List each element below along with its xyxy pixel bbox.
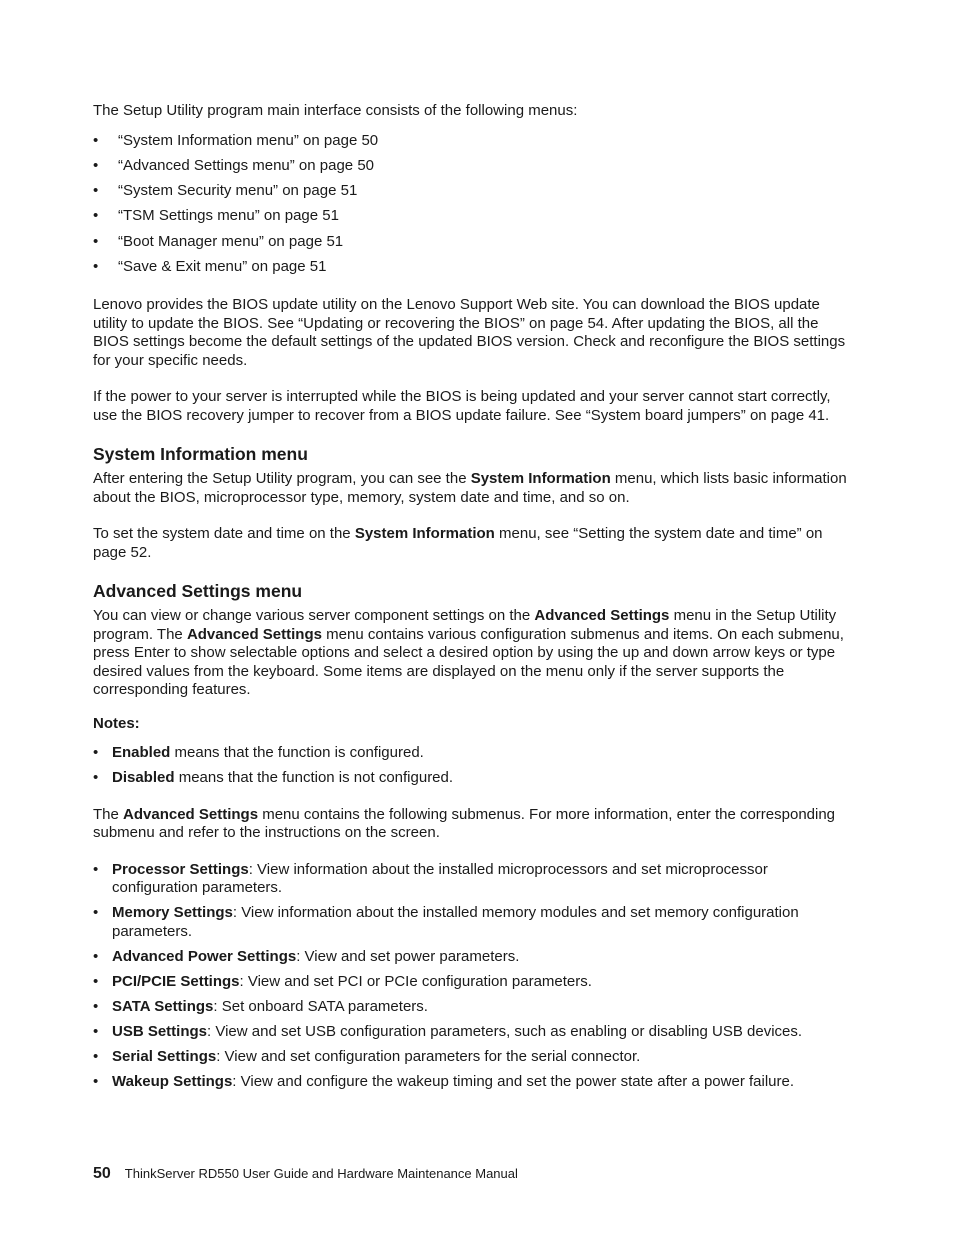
list-item	[93, 1023, 853, 1042]
text-run: : View information about the installed memory modules and set memory configuration parameters.	[112, 904, 799, 940]
document-title: ThinkServer RD550 User Guide and Hardware Maintenance Manual	[124, 1166, 518, 1181]
bold-term: Serial Settings	[112, 1047, 217, 1065]
section-heading-advanced-settings: Advanced Settings menu	[93, 581, 303, 602]
system-date-paragraph	[93, 525, 853, 562]
list-item[interactable]: • “Advanced Settings menu” on page 50	[93, 157, 853, 176]
bios-recovery-paragraph: If the power to your server is interrupted while the BIOS is being updated and your server cannot start correctly, use the BIOS recovery jumper to recover from a BIOS update failure. See “System board jumpers” on page 41.	[93, 388, 831, 424]
list-item	[93, 1073, 853, 1092]
text-run: The	[93, 805, 124, 823]
text-run: : View and set USB configuration parameters, such as enabling or disabling USB devices.	[207, 1022, 803, 1040]
text-run: means that the function is configured.	[170, 744, 424, 762]
text-run: menu contains various configuration submenus and items. On each submenu, press Enter to show selectable options and select a desired option by using the up and down arrow keys or type desired values from the keyboard. Some items are displayed on the menu only if the server supports the corresponding features.	[93, 625, 844, 699]
list-item	[93, 769, 853, 788]
text-run: : View and set configuration parameters for the serial connector.	[216, 1047, 641, 1065]
notes-label: Notes:	[93, 714, 140, 732]
bold-term: Disabled	[112, 769, 175, 787]
text-run: menu, see “Setting the system date and time” on page 52.	[93, 525, 823, 561]
text-run: : View information about the installed microprocessors and set microprocessor configuration parameters.	[112, 860, 768, 897]
list-item	[93, 948, 853, 967]
text-run: : Set onboard SATA parameters.	[213, 997, 428, 1015]
section-heading-system-information: System Information menu	[93, 444, 308, 465]
page-number: 50	[93, 1165, 111, 1182]
list-item	[93, 973, 853, 992]
bold-term: Advanced Power Settings	[112, 947, 297, 965]
bold-term: Processor Settings	[112, 860, 249, 878]
list-item[interactable]: • “Boot Manager menu” on page 51	[93, 233, 853, 252]
text-run: To set the system date and time on the	[93, 525, 355, 543]
text-run: : View and set power parameters.	[296, 947, 520, 965]
notes-list	[93, 744, 853, 788]
text-run: : View and configure the wakeup timing and set the power state after a power failure.	[232, 1072, 795, 1090]
list-item[interactable]: • “System Security menu” on page 51	[93, 182, 853, 201]
bold-term: Advanced Settings	[534, 607, 670, 625]
list-item	[93, 904, 853, 941]
text-run: menu in the Setup Utility program. The	[93, 607, 837, 643]
bold-term: SATA Settings	[112, 997, 214, 1015]
bold-term: Wakeup Settings	[112, 1072, 233, 1090]
list-item	[93, 744, 853, 763]
list-item[interactable]: • “System Information menu” on page 50	[93, 132, 853, 151]
list-item	[93, 1048, 853, 1067]
submenus-intro-paragraph	[93, 806, 853, 843]
submenu-list	[93, 861, 853, 1092]
advanced-settings-paragraph	[93, 607, 853, 700]
bold-term: USB Settings	[112, 1022, 208, 1040]
bold-term: Advanced Settings	[123, 805, 259, 823]
page-content	[93, 102, 853, 1109]
list-item[interactable]: • “Save & Exit menu” on page 51	[93, 258, 853, 277]
list-item[interactable]: • “TSM Settings menu” on page 51	[93, 207, 853, 226]
bold-term: Memory Settings	[112, 904, 233, 922]
bold-term: Advanced Settings	[186, 625, 322, 643]
text-run: You can view or change various server component settings on the	[93, 607, 535, 625]
list-item	[93, 861, 853, 898]
page-footer	[93, 1165, 518, 1183]
bold-term: System Information	[470, 470, 611, 488]
text-run: : View and set PCI or PCIe configuration parameters.	[239, 972, 592, 990]
menu-list	[93, 132, 853, 277]
bold-term: System Information	[354, 525, 495, 543]
list-item	[93, 998, 853, 1017]
text-run: After entering the Setup Utility program, you can see the	[93, 470, 471, 488]
text-run: means that the function is not configured.	[174, 769, 454, 787]
text-run: menu, which lists basic information about the BIOS, microprocessor type, memory, system date and time, and so on.	[93, 470, 847, 506]
text-run: menu contains the following submenus. For more information, enter the corresponding submenu and refer to the instructions on the screen.	[93, 805, 836, 842]
bold-term: Enabled	[112, 744, 171, 762]
intro-text: The Setup Utility program main interface consists of the following menus:	[93, 102, 578, 119]
bios-update-paragraph: Lenovo provides the BIOS update utility on the Lenovo Support Web site. You can download the BIOS update utility to update the BIOS. See “Updating or recovering the BIOS” on page 54. After updating the BIOS, all the BIOS settings become the default settings of the updated BIOS version. Check and reconfigure the BIOS settings for your specific needs.	[93, 296, 846, 369]
system-information-paragraph	[93, 470, 853, 507]
bold-term: PCI/PCIE Settings	[112, 972, 240, 990]
